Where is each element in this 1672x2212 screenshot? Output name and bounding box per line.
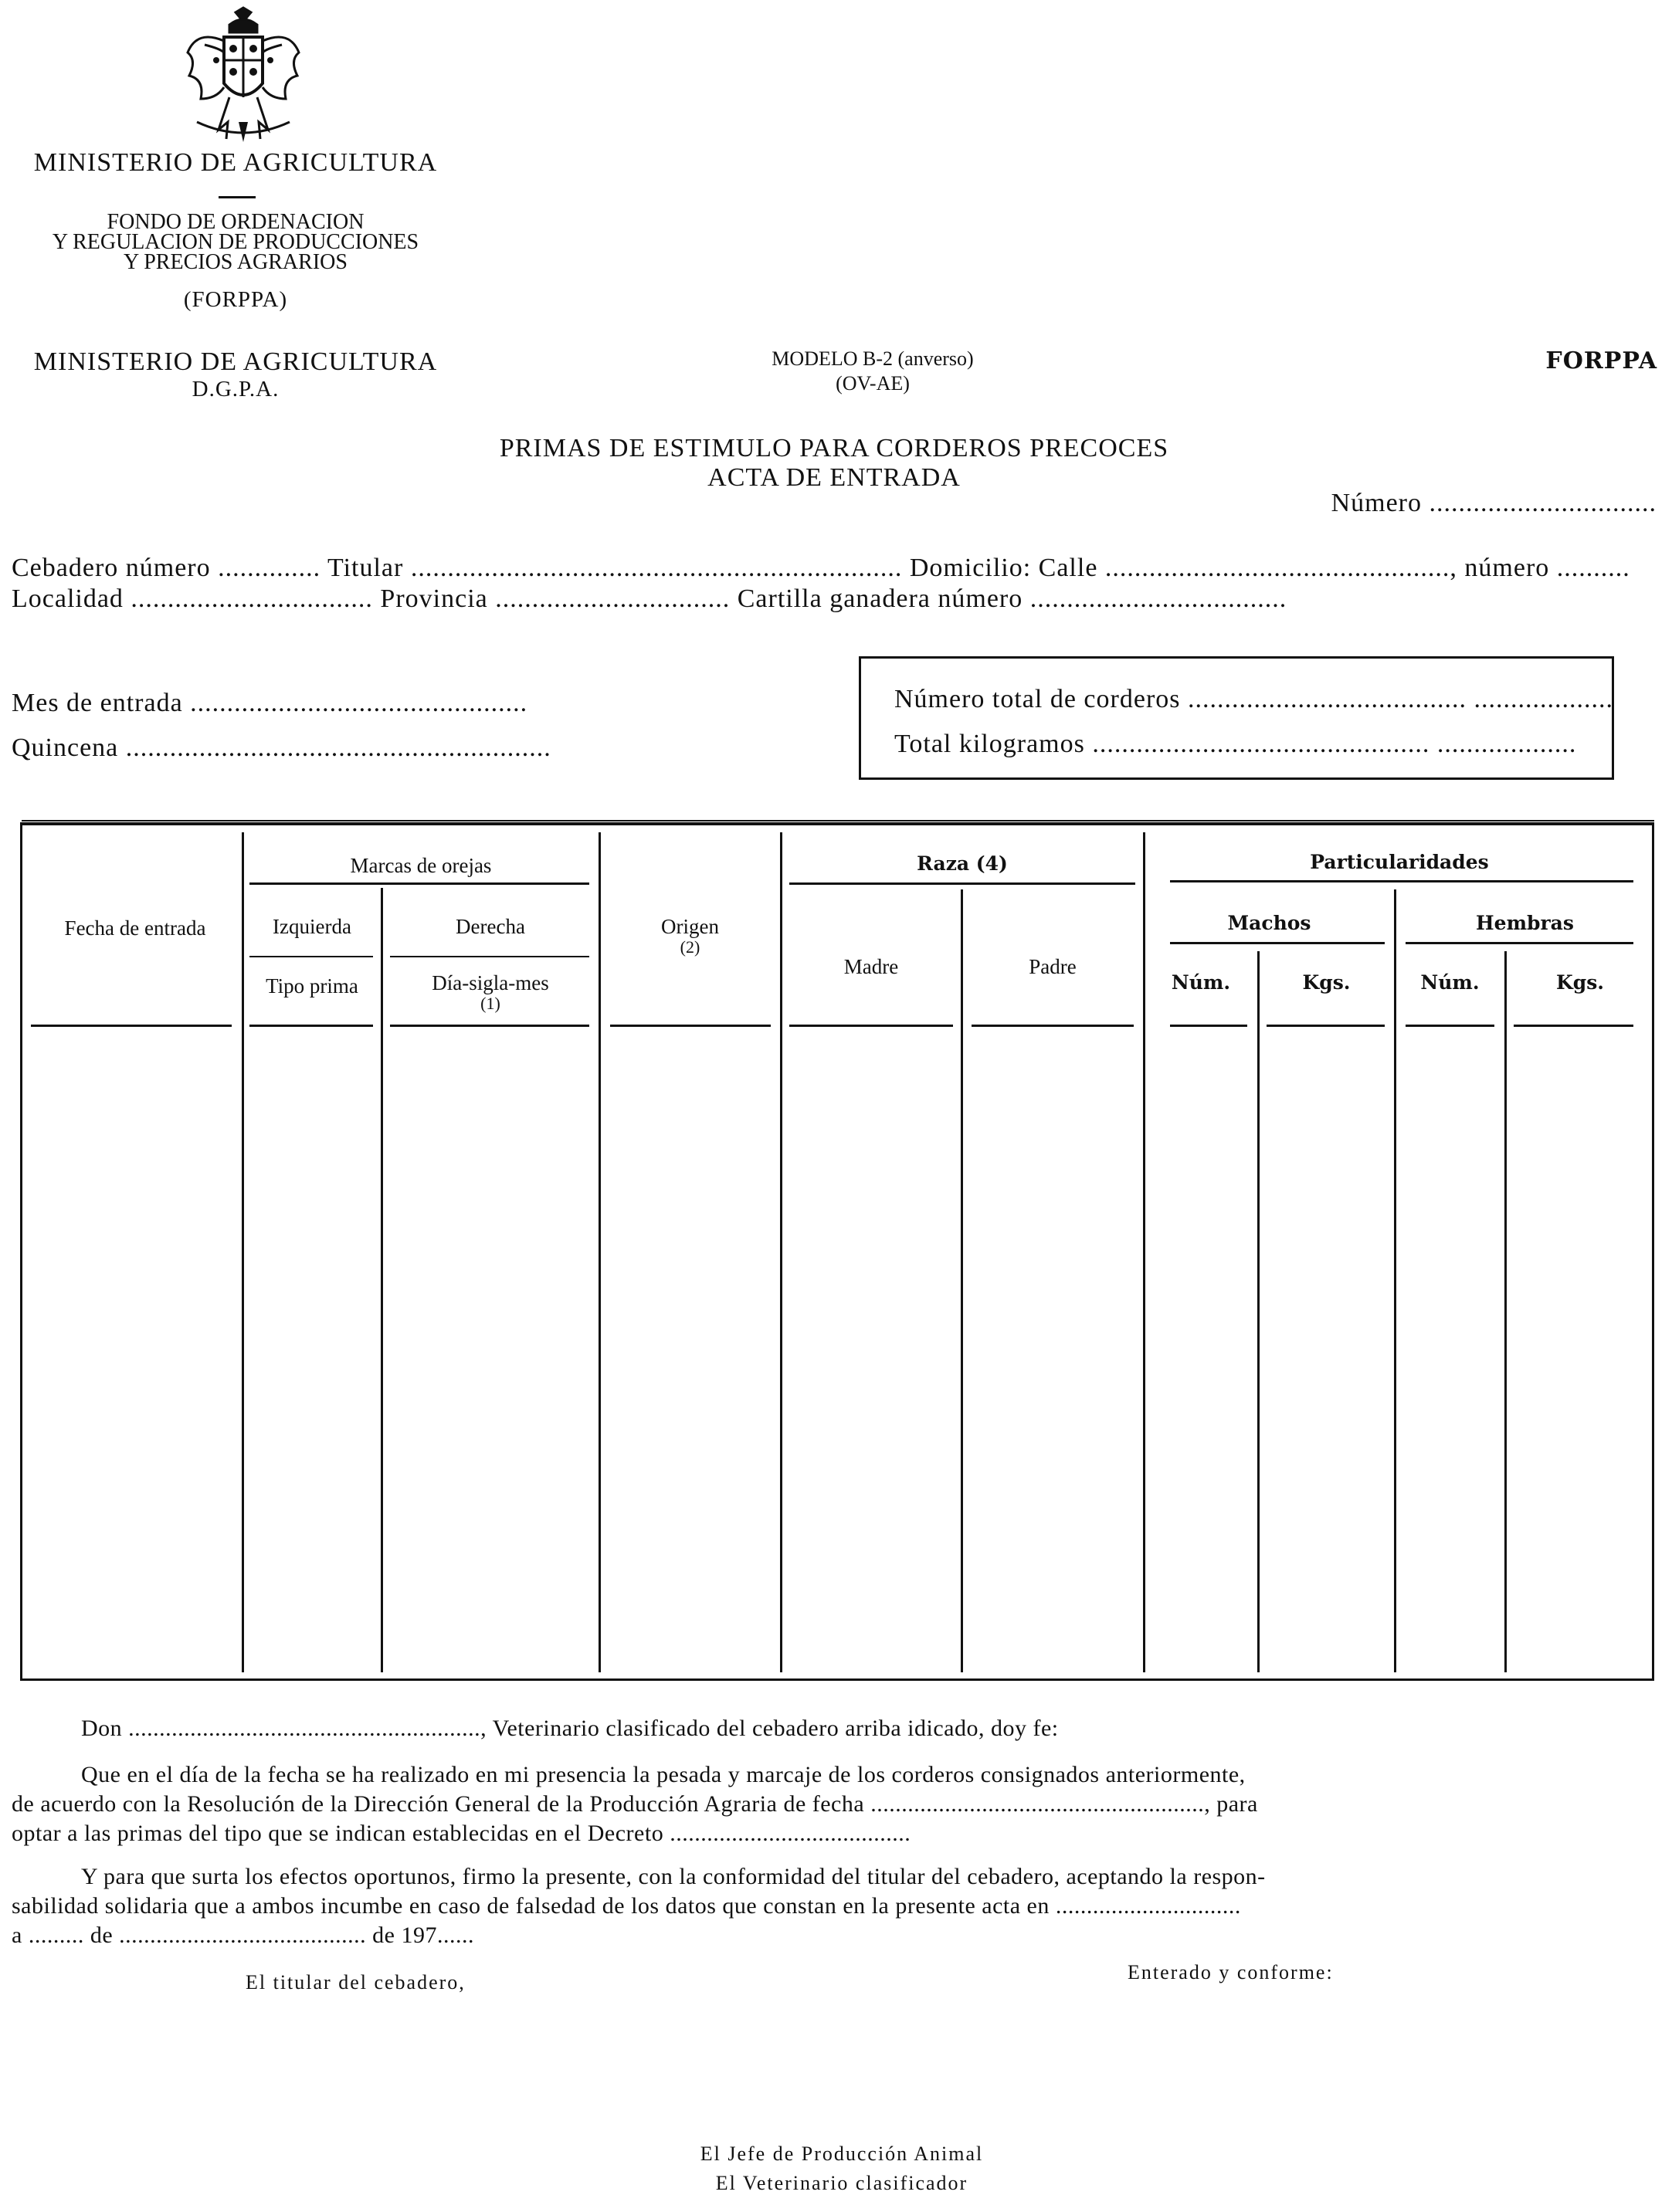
hembras-underline <box>1406 942 1633 944</box>
particularidades-header: Particularidades <box>1310 851 1489 873</box>
hembras-num-header: Núm. <box>1420 971 1480 994</box>
tipo-prima-header: Tipo prima <box>266 974 358 998</box>
statement-p1-line3: optar a las primas del tipo que se indican establecidas en el Decreto ....................................... <box>12 1821 911 1846</box>
header-bottom-rule <box>972 1025 1134 1027</box>
hembras-kgs-header: Kgs. <box>1556 971 1604 994</box>
veterinario-clasificador-label: El Veterinario clasificador <box>715 2172 968 2194</box>
izquierda-header: Izquierda <box>273 915 351 938</box>
model-label: MODELO B-2 (anverso) <box>772 347 974 370</box>
col-separator <box>1143 832 1145 1672</box>
statement-p1-line2: de acuerdo con la Resolución de la Dirección General de la Producción Agraria de fecha ......................................................, para <box>12 1791 1258 1817</box>
total-corderos-field[interactable]: Número total de corderos ...................................... ................... <box>894 685 1613 713</box>
header-bottom-rule <box>789 1025 953 1027</box>
grid-top-rule <box>22 820 1654 821</box>
model-code: (OV-AE) <box>836 372 910 395</box>
fecha-entrada-header: Fecha de entrada <box>64 916 206 940</box>
hembras-header: Hembras <box>1476 912 1574 934</box>
header-bottom-rule <box>610 1025 771 1027</box>
forppa-label: FORPPA <box>1545 347 1657 374</box>
machos-num-header: Núm. <box>1171 971 1231 994</box>
col-separator <box>1504 951 1507 1672</box>
form-subtitle: ACTA DE ENTRADA <box>707 463 961 492</box>
particularidades-underline <box>1170 880 1633 882</box>
statement-p2-line3[interactable]: a ......... de ........................................ de 197...... <box>12 1922 474 1948</box>
header-bottom-rule <box>31 1025 232 1027</box>
header-bottom-rule <box>1170 1025 1247 1027</box>
total-kilogramos-field[interactable]: Total kilogramos .............................................. ................... <box>894 730 1577 758</box>
izquierda-divider <box>249 956 373 957</box>
header-bottom-rule <box>390 1025 589 1027</box>
coat-of-arms-emblem <box>181 6 305 149</box>
padre-header: Padre <box>1029 955 1077 978</box>
cebadero-row[interactable]: Cebadero número .............. Titular ................................................................... Domicilio: Calle ..............................................., número .......... <box>12 554 1630 582</box>
jefe-produccion-label: El Jefe de Producción Animal <box>700 2143 984 2165</box>
fund-line-1: FONDO DE ORDENACION <box>107 210 365 234</box>
fund-line-3: Y PRECIOS AGRARIOS <box>124 250 348 274</box>
col-separator <box>1394 889 1396 1672</box>
derecha-header: Derecha <box>456 915 525 938</box>
marcas-underline <box>249 882 589 885</box>
header-bottom-rule <box>1406 1025 1494 1027</box>
col-separator <box>961 889 963 1672</box>
header-bottom-rule <box>1514 1025 1633 1027</box>
statement-p2-line1: Y para que surta los efectos oportunos, firmo la presente, con la conformidad del titular del cebadero, aceptando la respon- <box>81 1864 1266 1889</box>
raza-underline <box>789 882 1135 885</box>
madre-header: Madre <box>843 955 899 978</box>
form-title: PRIMAS DE ESTIMULO PARA CORDEROS PRECOCES <box>499 434 1169 462</box>
mes-entrada-field[interactable]: Mes de entrada .............................................. <box>12 689 528 717</box>
header-bottom-rule <box>1267 1025 1385 1027</box>
titular-signature-label: El titular del cebadero, <box>246 1971 466 1994</box>
col-separator <box>599 832 601 1672</box>
col-separator <box>1257 951 1260 1672</box>
conforme-signature-label: Enterado y conforme: <box>1128 1961 1334 1983</box>
origen-header: Origen (2) <box>661 915 719 957</box>
machos-header: Machos <box>1227 912 1311 934</box>
dgpa-label: D.G.P.A. <box>192 377 280 401</box>
form-number-field[interactable]: Número ............................... <box>1331 489 1657 517</box>
statement-p1-line1: Que en el día de la fecha se ha realizado en mi presencia la pesada y marcaje de los corderos consignados anteriormente, <box>81 1762 1246 1787</box>
totals-box <box>859 656 1614 780</box>
fund-abbreviation: (FORPPA) <box>183 287 288 312</box>
short-divider <box>219 196 256 198</box>
col-separator <box>242 832 244 1672</box>
entries-table-frame <box>20 822 1654 1681</box>
statement-p2-line2: sabilidad solidaria que a ambos incumbe en caso de falsedad de los datos que constan en la presente acta en .............................. <box>12 1893 1241 1919</box>
dia-sigla-mes-header: Día-sigla-mes (1) <box>432 971 549 1013</box>
ministry-heading: MINISTERIO DE AGRICULTURA <box>33 148 438 177</box>
don-line[interactable]: Don ........................................................., Veterinario clasificado del cebadero arriba idicado, doy fe: <box>81 1716 1059 1741</box>
machos-underline <box>1170 942 1385 944</box>
raza-header: Raza (4) <box>917 852 1008 875</box>
fund-line-2: Y REGULACION DE PRODUCCIONES <box>52 230 419 254</box>
localidad-row[interactable]: Localidad ................................. Provincia ................................ Cartilla ganadera número ................................... <box>12 584 1287 613</box>
derecha-divider <box>390 956 589 957</box>
quincena-field[interactable]: Quincena .......................................................... <box>12 733 551 762</box>
marcas-orejas-header: Marcas de orejas <box>350 854 492 877</box>
header-bottom-rule <box>249 1025 373 1027</box>
ministry-heading-2: MINISTERIO DE AGRICULTURA <box>33 347 438 376</box>
machos-kgs-header: Kgs. <box>1302 971 1351 994</box>
